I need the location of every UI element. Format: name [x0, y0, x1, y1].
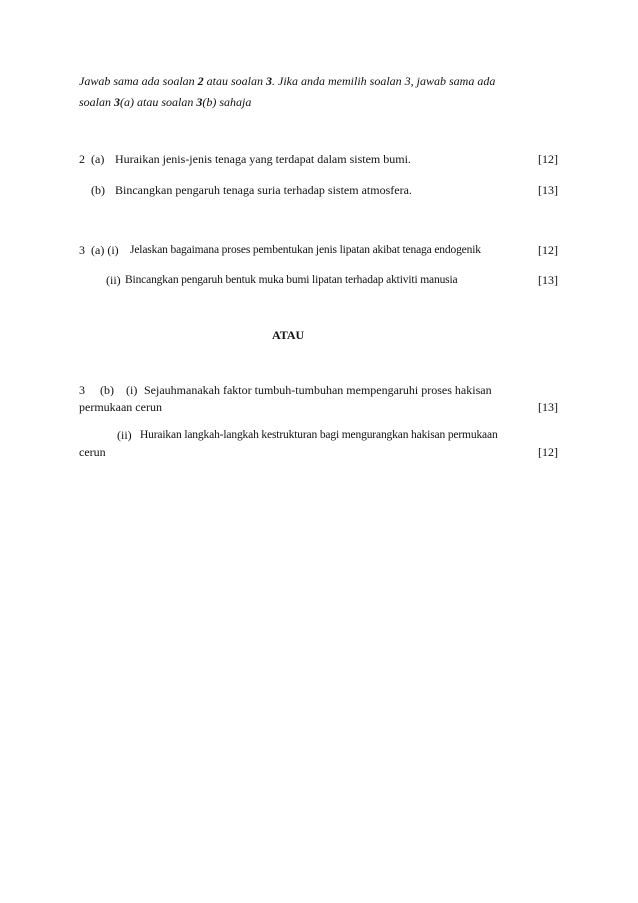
marks: [12] — [538, 243, 558, 257]
question-text: Huraikan langkah-langkah kestrukturan bagi mengurangkan hakisan permukaan — [140, 429, 498, 441]
marks: [12] — [538, 445, 558, 459]
question-ref-3a: 3 — [114, 95, 121, 109]
question-ref-3: 3 — [266, 74, 273, 88]
question-text: Huraikan jenis-jenis tenaga yang terdapat dalam sistem bumi. — [115, 152, 411, 166]
instruction-text: atau soalan — [203, 74, 267, 88]
marks: [13] — [538, 400, 558, 414]
question-text: cerun — [79, 445, 106, 459]
sub-label: (b) — [100, 383, 114, 397]
marks: [13] — [538, 273, 558, 287]
instruction-text: (a) atau soalan — [120, 95, 197, 109]
question-number: 2 — [79, 152, 85, 166]
question-text: Jelaskan bagaimana proses pembentukan jenis lipatan akibat tenaga endogenik — [130, 244, 481, 256]
sub-sub-label: (ii) — [117, 428, 132, 442]
marks: [13] — [538, 183, 558, 197]
instruction-text: . Jika anda memilih soalan 3, jawab sama ada — [272, 74, 496, 88]
question-text: Bincangkan pengaruh tenaga suria terhadap sistem atmosfera. — [115, 183, 412, 197]
sub-sub-label: (i) — [126, 383, 138, 397]
question-ref-2: 2 — [197, 74, 204, 88]
question-number: 3 — [79, 243, 85, 257]
sub-label: (ii) — [106, 273, 121, 287]
instruction-text: Jawab sama ada soalan — [79, 74, 198, 88]
question-number: 3 — [79, 383, 85, 397]
question-ref-3b: 3 — [196, 95, 203, 109]
sub-label: (a) — [91, 152, 105, 166]
marks: [12] — [538, 152, 558, 166]
question-text: permukaan cerun — [79, 400, 162, 414]
sub-label: (a) (i) — [91, 243, 119, 257]
instruction-text: (b) sahaja — [202, 95, 252, 109]
separator-label: ATAU — [272, 328, 305, 342]
sub-label: (b) — [91, 183, 105, 197]
question-text: Bincangkan pengaruh bentuk muka bumi lipatan terhadap aktiviti manusia — [125, 274, 458, 286]
instruction-text: soalan — [79, 95, 115, 109]
question-text: Sejauhmanakah faktor tumbuh-tumbuhan mempengaruhi proses hakisan — [144, 383, 492, 397]
